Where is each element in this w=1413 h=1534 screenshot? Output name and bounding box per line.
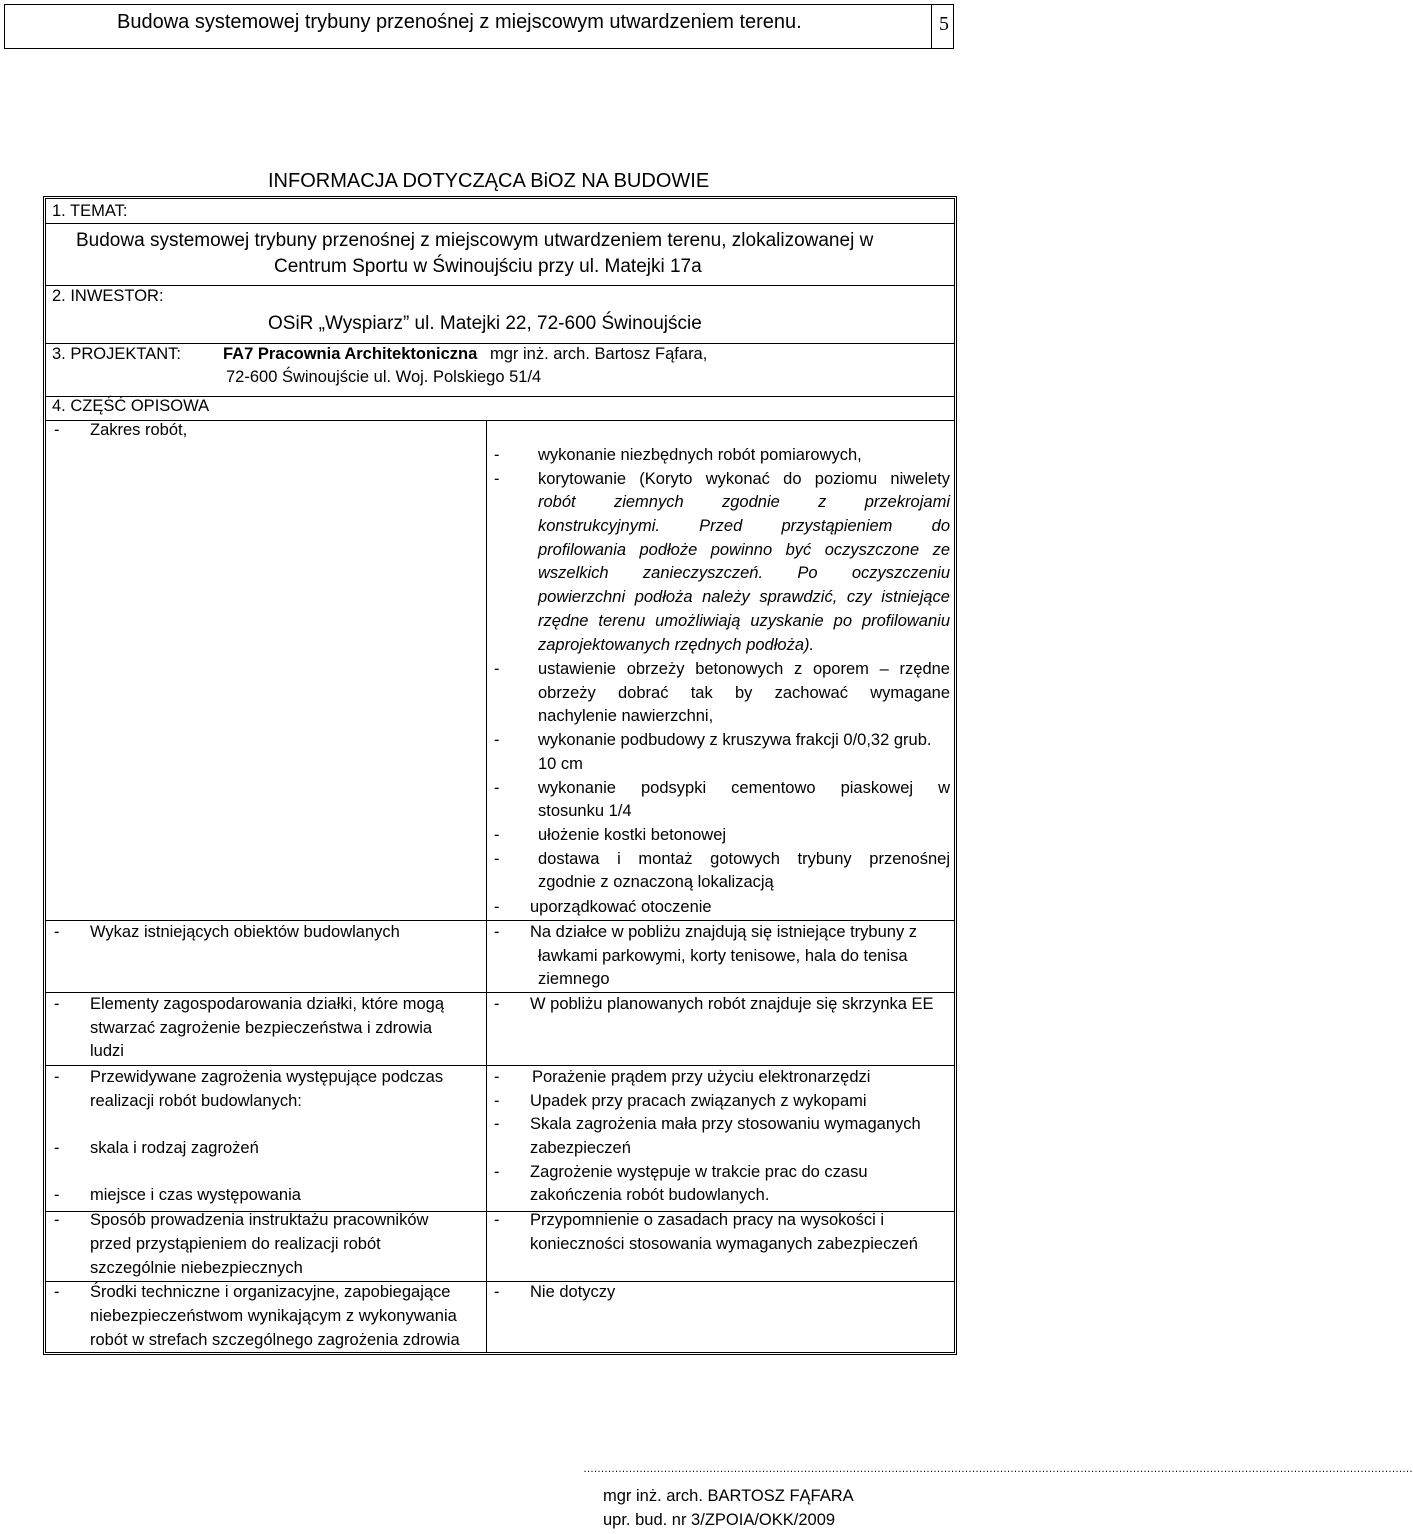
- list-dash: -: [494, 470, 500, 488]
- hazard-item-cont: zabezpieczeń: [530, 1139, 631, 1157]
- list-dash: -: [494, 923, 500, 941]
- work-item: dostawa i montaż gotowych trybuny przenośnej: [538, 850, 950, 868]
- hazard-place-time-label: miejsce i czas występowania: [90, 1186, 301, 1204]
- work-item-cont: robót ziemnych zgodnie z przekrojami: [538, 493, 950, 511]
- hazard-item: Upadek przy pracach związanych z wykopami: [530, 1092, 867, 1110]
- list-dash: -: [494, 1068, 500, 1086]
- list-dash: -: [494, 1115, 500, 1133]
- hazard-item: Porażenie prądem przy użyciu elektronarzędzi: [532, 1068, 871, 1086]
- work-item-cont: profilowania podłoże powinno być oczyszczone ze: [538, 541, 950, 559]
- existing-objects-value-cont: ławkami parkowymi, korty tenisowe, hala do tenisa: [538, 947, 908, 965]
- list-dash: -: [494, 1211, 500, 1229]
- hazard-item-cont: zakończenia robót budowlanych.: [530, 1186, 770, 1204]
- measures-label-cont: niebezpieczeństwom wynikającym z wykonywania: [90, 1307, 457, 1325]
- signatory-license: upr. bud. nr 3/ZPOIA/OKK/2009: [603, 1511, 836, 1529]
- training-value: Przypomnienie o zasadach pracy na wysokości i: [530, 1211, 885, 1229]
- list-dash: -: [494, 731, 500, 749]
- document-title: INFORMACJA DOTYCZĄCA BiOZ NA BUDOWIE: [268, 170, 710, 192]
- work-item-cont: konstrukcyjnymi. Przed przystąpieniem do: [538, 517, 950, 535]
- site-elements-label-cont: stwarzać zagrożenie bezpieczeństwa i zdrowia: [90, 1019, 433, 1037]
- existing-objects-value: Na działce w pobliżu znajdują się istniejące trybuny z: [530, 923, 918, 941]
- measures-value: Nie dotyczy: [530, 1283, 616, 1301]
- site-elements-value: W pobliżu planowanych robót znajduje się skrzynka EE: [530, 995, 934, 1013]
- measures-label: Środki techniczne i organizacyjne, zapobiegające: [90, 1283, 451, 1301]
- work-item: ustawienie obrzeży betonowych z oporem – rzędne: [538, 660, 950, 678]
- hazard-item: Zagrożenie występuje w trakcie prac do czasu: [530, 1163, 868, 1181]
- page-header: [4, 4, 954, 49]
- work-item-cont: rzędne terenu umożliwiają uzyskanie po profilowaniu: [538, 612, 950, 630]
- training-label-cont: szczególnie niebezpiecznych: [90, 1259, 303, 1277]
- site-elements-label: Elementy zagospodarowania działki, które mogą: [90, 995, 445, 1013]
- training-label-cont: przed przystąpieniem do realizacji robót: [90, 1235, 381, 1253]
- header-title: Budowa systemowej trybuny przenośnej z miejscowym utwardzeniem terenu.: [117, 11, 802, 33]
- section-4-label: 4. CZĘŚĆ OPISOWA: [52, 397, 210, 415]
- work-item: ułożenie kostki betonowej: [538, 826, 727, 844]
- work-item-cont: stosunku 1/4: [538, 802, 632, 820]
- work-item-cont: 10 cm: [538, 755, 583, 773]
- investor-value: OSiR „Wyspiarz” ul. Matejki 22, 72-600 Świnoujście: [268, 313, 702, 334]
- list-dash: -: [494, 446, 500, 464]
- list-dash: -: [494, 850, 500, 868]
- list-dash: -: [494, 995, 500, 1013]
- existing-objects-label: Wykaz istniejących obiektów budowlanych: [90, 923, 400, 941]
- designer-firm: FA7 Pracownia Architektoniczna: [223, 345, 478, 363]
- list-dash: -: [494, 1283, 500, 1301]
- hazards-label: Przewidywane zagrożenia występujące podczas: [90, 1068, 444, 1086]
- measures-label-cont: robót w strefach szczególnego zagrożenia zdrowia: [90, 1331, 460, 1349]
- section-3-label: 3. PROJEKTANT:: [52, 345, 181, 363]
- training-label: Sposób prowadzenia instruktażu pracowników: [90, 1211, 429, 1229]
- work-item-cont: obrzeży dobrać tak by zachować wymagane: [538, 684, 950, 702]
- list-dash: -: [494, 1092, 500, 1110]
- list-dash: -: [54, 1283, 60, 1301]
- list-dash: -: [54, 1211, 60, 1229]
- site-elements-label-cont: ludzi: [90, 1042, 124, 1060]
- designer-address: 72-600 Świnoujście ul. Woj. Polskiego 51/4: [226, 368, 542, 386]
- work-item: wykonanie podbudowy z kruszywa frakcji 0/0,32 grub.: [538, 731, 932, 749]
- list-dash: -: [494, 826, 500, 844]
- work-item: korytowanie (Koryto wykonać do poziomu niwelety: [538, 470, 950, 488]
- row-separator: [46, 223, 954, 224]
- hazard-item: Skala zagrożenia mała przy stosowaniu wymaganych: [530, 1115, 921, 1133]
- signatory-name: mgr inż. arch. BARTOSZ FĄFARA: [603, 1487, 854, 1505]
- signature-dots: …………………………………………………………………………………………………………………………………………………………………………………………………………………: [583, 1463, 1413, 1475]
- work-item-cont: zgodnie z oznaczoną lokalizacją: [538, 873, 774, 891]
- hazards-label-cont: realizacji robót budowlanych:: [90, 1092, 302, 1110]
- page-number: 5: [931, 5, 956, 48]
- list-dash: -: [494, 898, 500, 916]
- work-item: uporządkować otoczenie: [530, 898, 712, 916]
- hazard-scale-label: skala i rodzaj zagrożeń: [90, 1139, 259, 1157]
- section-1-label: 1. TEMAT:: [52, 202, 128, 220]
- scope-label: Zakres robót,: [90, 421, 188, 439]
- list-dash: -: [494, 779, 500, 797]
- training-value-cont: konieczności stosowania wymaganych zabezpieczeń: [530, 1235, 918, 1253]
- list-dash: -: [54, 1139, 60, 1157]
- section-1-line-2: Centrum Sportu w Świnoujściu przy ul. Matejki 17a: [274, 256, 702, 277]
- work-item: wykonanie podsypki cementowo piaskowej w: [538, 779, 950, 797]
- section-1-line-1: Budowa systemowej trybuny przenośnej z miejscowym utwardzeniem terenu, zlokalizowanej w: [76, 230, 874, 251]
- list-dash: -: [54, 923, 60, 941]
- work-item: wykonanie niezbędnych robót pomiarowych,: [538, 446, 862, 464]
- list-dash: -: [54, 1068, 60, 1086]
- work-item-cont: zaprojektowanych rzędnych podłoża).: [538, 636, 815, 654]
- work-item-cont: nachylenie nawierzchni,: [538, 707, 714, 725]
- list-dash: -: [54, 995, 60, 1013]
- list-dash: -: [54, 1186, 60, 1204]
- column-separator: [486, 420, 487, 1352]
- work-item-cont: wszelkich zanieczyszczeń. Po oczyszczeniu: [538, 564, 950, 582]
- designer-person: mgr inż. arch. Bartosz Fąfara,: [490, 345, 708, 363]
- work-item-cont: powierzchni podłoża należy sprawdzić, czy istniejące: [538, 588, 950, 606]
- existing-objects-value-cont: ziemnego: [538, 970, 610, 988]
- list-dash: -: [494, 1163, 500, 1181]
- list-dash: -: [494, 660, 500, 678]
- row-separator: [46, 285, 954, 286]
- list-dash: -: [54, 421, 60, 439]
- section-2-label: 2. INWESTOR:: [52, 287, 164, 305]
